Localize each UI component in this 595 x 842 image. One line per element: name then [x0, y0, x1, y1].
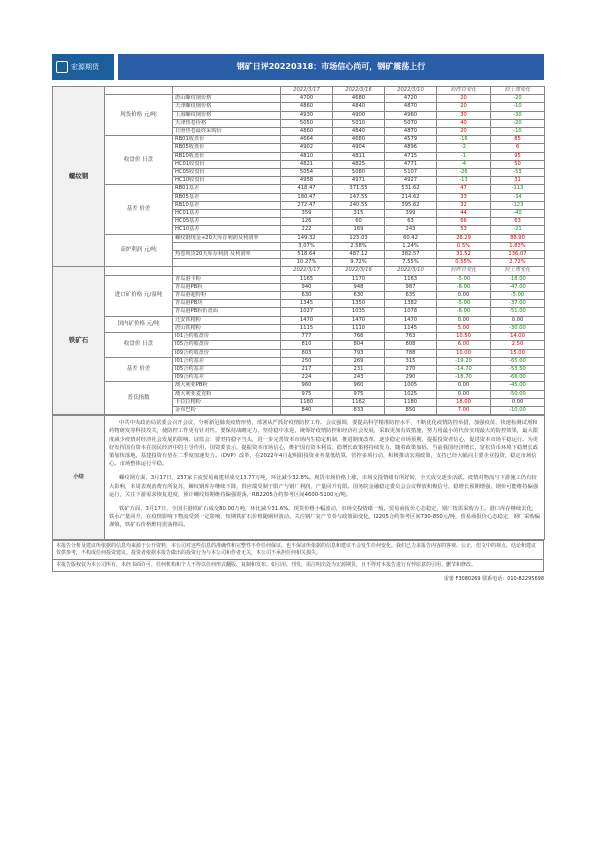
- price-value: 1110: [333, 324, 385, 332]
- change-value: 85: [491, 136, 545, 144]
- change-value: -2: [437, 144, 491, 152]
- blank-cell: [173, 267, 281, 275]
- change-value: -65.00: [491, 357, 545, 365]
- change-value: 50: [491, 160, 545, 168]
- item-label: 唐山螺纹钢价格: [173, 95, 281, 103]
- price-value: 1078: [385, 308, 437, 316]
- item-label: RB05收盘价: [173, 144, 281, 152]
- price-value: 399: [385, 210, 437, 218]
- change-value: 31.52: [437, 251, 491, 259]
- change-value: 20: [437, 128, 491, 136]
- price-value: 804: [333, 341, 385, 349]
- price-value: 290: [385, 374, 437, 382]
- item-label: 唐山铁精粉: [173, 324, 281, 332]
- rebar-category: 螺纹钢: [53, 87, 105, 267]
- change-value: 44: [437, 210, 491, 218]
- price-value: 630: [333, 292, 385, 300]
- change-value: -20: [491, 95, 545, 103]
- item-label: 热卷现货20天库存利润 及利润率: [173, 251, 281, 259]
- item-label: I09合约收盘价: [173, 349, 281, 357]
- item-label: HC01收盘价: [173, 160, 281, 168]
- price-value: 4821: [281, 160, 333, 168]
- item-label: HC05基差: [173, 218, 281, 226]
- item-label: [173, 242, 281, 250]
- column-header: 较昨日变化: [437, 87, 491, 95]
- price-value: 222: [281, 226, 333, 234]
- item-label: I01合约收盘价: [173, 333, 281, 341]
- change-value: -8.00: [437, 308, 491, 316]
- price-value: 948: [333, 283, 385, 291]
- logo-icon: [56, 61, 68, 73]
- price-value: 518.64: [281, 251, 333, 259]
- change-value: -1: [437, 152, 491, 160]
- price-value: 60: [333, 218, 385, 226]
- price-value: 960: [281, 382, 333, 390]
- change-value: 47: [437, 185, 491, 193]
- change-value: -50.00: [491, 390, 545, 398]
- group-label: 高炉利润 元/吨: [105, 234, 173, 267]
- price-value: 1470: [281, 316, 333, 324]
- change-value: 40: [437, 119, 491, 127]
- price-value: 4700: [281, 95, 333, 103]
- change-value: 10.00: [437, 349, 491, 357]
- report-header: [52, 52, 544, 86]
- change-value: -5.00: [437, 275, 491, 283]
- price-value: 1470: [333, 316, 385, 324]
- table-row: [53, 357, 545, 365]
- change-value: 20: [437, 103, 491, 111]
- logo-text: 宏源期货: [71, 63, 99, 71]
- change-value: -10.00: [491, 406, 545, 414]
- item-label: 天津热卷价格: [173, 119, 281, 127]
- price-value: 5010: [333, 119, 385, 127]
- column-header: 2022/3/10: [385, 87, 437, 95]
- item-label: 澳大利亚PB粉: [173, 382, 281, 390]
- item-label: RB01收盘价: [173, 136, 281, 144]
- column-header: 较昨日变化: [437, 267, 491, 275]
- item-label: 澳大利亚麦克粉: [173, 390, 281, 398]
- price-value: 763: [385, 333, 437, 341]
- price-value: 1145: [385, 324, 437, 332]
- price-value: 793: [333, 349, 385, 357]
- price-value: 147.55: [333, 193, 385, 201]
- change-value: 26.29: [437, 234, 491, 242]
- item-label: RB10收盘价: [173, 152, 281, 160]
- price-value: 4927: [385, 177, 437, 185]
- price-value: 4680: [333, 95, 385, 103]
- item-label: HC10基差: [173, 226, 281, 234]
- change-value: 20: [437, 95, 491, 103]
- item-label: 日照热卷最终采购价: [173, 128, 281, 136]
- price-value: 4720: [385, 95, 437, 103]
- price-value: 243: [385, 226, 437, 234]
- rebar-header-row: [53, 87, 545, 95]
- price-value: 315: [333, 210, 385, 218]
- change-value: -16: [437, 136, 491, 144]
- item-label: 天津螺纹钢价格: [173, 103, 281, 111]
- change-value: -30.00: [491, 324, 545, 332]
- column-header: 2022/3/16: [333, 267, 385, 275]
- change-value: 66: [437, 218, 491, 226]
- price-value: 4825: [333, 160, 385, 168]
- price-value: 4900: [333, 111, 385, 119]
- change-value: -10: [491, 103, 545, 111]
- price-value: 4840: [333, 128, 385, 136]
- report: [52, 52, 544, 582]
- price-value: 5107: [385, 169, 437, 177]
- change-value: 6.00: [437, 341, 491, 349]
- item-label: HC01基差: [173, 210, 281, 218]
- price-value: 4904: [333, 144, 385, 152]
- company-logo: [52, 54, 114, 80]
- change-value: 32: [437, 201, 491, 209]
- blank-cell: [173, 87, 281, 95]
- item-label: 青岛港PB粉: [173, 283, 281, 291]
- price-value: 63: [385, 218, 437, 226]
- change-value: 63: [491, 218, 545, 226]
- ore-header-row: [53, 267, 545, 275]
- price-value: 169: [333, 226, 385, 234]
- table-row: [53, 316, 545, 324]
- column-header: 较上周变化: [491, 87, 545, 95]
- change-value: 0.00: [437, 382, 491, 390]
- change-value: 0.55%: [437, 259, 491, 267]
- price-value: 1170: [333, 275, 385, 283]
- change-value: 88.90: [491, 234, 545, 242]
- change-value: 0.5%: [437, 242, 491, 250]
- summary-content: [105, 416, 545, 539]
- change-value: -19.20: [437, 357, 491, 365]
- item-label: I09合约基差: [173, 374, 281, 382]
- table-row: [53, 275, 545, 283]
- price-value: 4664: [281, 136, 333, 144]
- price-value: 808: [385, 341, 437, 349]
- change-value: -18.70: [437, 374, 491, 382]
- price-value: 269: [333, 357, 385, 365]
- change-value: -113: [491, 185, 545, 193]
- column-header: 2022/3/17: [281, 267, 333, 275]
- item-label: 青岛港超特粉: [173, 292, 281, 300]
- price-value: 3.07%: [281, 242, 333, 250]
- price-value: 2.58%: [333, 242, 385, 250]
- price-value: 214.62: [385, 193, 437, 201]
- change-value: 18.00: [437, 398, 491, 406]
- price-value: 975: [281, 390, 333, 398]
- price-table: [52, 86, 545, 415]
- price-value: 1035: [333, 308, 385, 316]
- change-value: -37.00: [491, 300, 545, 308]
- price-value: 940: [281, 283, 333, 291]
- group-label: 基差 价差: [105, 357, 173, 382]
- change-value: -5.00: [491, 292, 545, 300]
- price-value: 315: [385, 357, 437, 365]
- price-value: 987: [385, 283, 437, 291]
- item-label: [173, 259, 281, 267]
- item-label: RB05基差: [173, 193, 281, 201]
- price-value: 4810: [281, 152, 333, 160]
- price-value: 4811: [333, 152, 385, 160]
- item-label: HC05收盘价: [173, 169, 281, 177]
- price-value: 1005: [385, 382, 437, 390]
- price-value: 4971: [333, 177, 385, 185]
- column-header: 较上周变化: [491, 267, 545, 275]
- change-value: -34: [491, 193, 545, 201]
- change-value: -26: [437, 169, 491, 177]
- change-value: 53: [437, 226, 491, 234]
- change-value: 95: [491, 152, 545, 160]
- change-value: -18.00: [491, 275, 545, 283]
- blank-cell: [105, 87, 173, 95]
- price-value: 4930: [281, 111, 333, 119]
- column-header: 2022/3/17: [281, 87, 333, 95]
- group-label: 现货价格 元/吨: [105, 95, 173, 136]
- change-value: -53.50: [491, 365, 545, 373]
- price-value: 4860: [281, 128, 333, 136]
- summary-category: 小结: [53, 416, 105, 539]
- item-label: 螺纹钢现金+20天库存利润及利润率: [173, 234, 281, 242]
- price-value: 531.62: [385, 185, 437, 193]
- price-value: 4860: [281, 103, 333, 111]
- change-value: -40: [491, 210, 545, 218]
- price-value: 1382: [385, 300, 437, 308]
- column-header: 2022/3/16: [333, 87, 385, 95]
- price-value: 1180: [281, 398, 333, 406]
- price-value: 231: [333, 365, 385, 373]
- change-value: 6: [491, 144, 545, 152]
- price-value: 840: [281, 406, 333, 414]
- price-value: 803: [281, 349, 333, 357]
- column-header: 2022/3/10: [385, 267, 437, 275]
- change-value: -10: [491, 128, 545, 136]
- table-row: [53, 234, 545, 242]
- price-value: 487.12: [333, 251, 385, 259]
- change-value: 7.00: [437, 406, 491, 414]
- disclaimer-text-1: 本报告分析及建议所依据的信息均来源于公开资料，本公司对这些信息的准确性和完整性不作任何保证，也不保证所依据的信息和建议不会发生任何变化。我们已力求报告内容的客观、公正，但文中的观点、结论和建议仅供参考，不构成任何投资建议。投资者依据本报告做出的投资行为与本公司和作者无关，本公司不承担任何相关损失。: [53, 540, 544, 559]
- summary-paragraph-ore: 铁矿方面，3月17日，全国主港铁矿石成交80.00万吨，环比减少31.6%。现货价格小幅波动，市场交投情绪一般。贸易商报价心态稳定，钢厂按需采购为主。港口库存继续去化，铁水产量回升，在疫情影响下物流受到一定影响，短期铁矿石价格随钢材波动。关注钢厂复产节奏与政策面变化，I2205合约参考区间730-850元/吨，贸易商报价心态稳定，钢厂采购偏谨慎，铁矿石价格维持震荡格局。: [109, 505, 540, 529]
- change-value: 0.00: [437, 292, 491, 300]
- price-value: 4896: [385, 144, 437, 152]
- item-label: 青岛港PB粉折盘面: [173, 308, 281, 316]
- price-value: 1.24%: [385, 242, 437, 250]
- change-value: 136.07: [491, 251, 545, 259]
- price-value: 4715: [385, 152, 437, 160]
- item-label: 迁安铁精粉: [173, 316, 281, 324]
- group-label: 普氏指数: [105, 382, 173, 415]
- price-value: 418.47: [281, 185, 333, 193]
- price-value: 60.42: [385, 234, 437, 242]
- change-value: 0.00: [491, 316, 545, 324]
- price-value: 250: [281, 357, 333, 365]
- price-value: 788: [385, 349, 437, 357]
- price-value: 4902: [281, 144, 333, 152]
- blank-cell: [105, 267, 173, 275]
- price-value: 4870: [385, 103, 437, 111]
- item-label: 上海螺纹钢价格: [173, 111, 281, 119]
- price-value: 1350: [333, 300, 385, 308]
- item-label: RB10基差: [173, 201, 281, 209]
- price-value: 1345: [281, 300, 333, 308]
- price-value: 1115: [281, 324, 333, 332]
- table-row: [53, 382, 545, 390]
- change-value: 5.00: [437, 324, 491, 332]
- item-label: I01合约基差: [173, 357, 281, 365]
- price-value: 272.47: [281, 201, 333, 209]
- item-label: RB01基差: [173, 185, 281, 193]
- price-value: 10.27%: [281, 259, 333, 267]
- change-value: -5.00: [437, 300, 491, 308]
- change-value: 1.83%: [491, 242, 545, 250]
- item-label: HC10收盘价: [173, 177, 281, 185]
- group-label: 收盘价 日盘: [105, 333, 173, 358]
- table-row: [53, 185, 545, 193]
- ore-category: 铁矿石: [53, 267, 105, 415]
- change-value: 2.72%: [491, 259, 545, 267]
- price-value: 1025: [385, 390, 437, 398]
- change-value: 30: [437, 111, 491, 119]
- price-value: 1180: [385, 398, 437, 406]
- group-label: 国内矿价格 元/吨: [105, 316, 173, 332]
- change-value: 10.50: [437, 333, 491, 341]
- price-value: 1470: [385, 316, 437, 324]
- item-label: 青岛港卡粉: [173, 275, 281, 283]
- price-value: 217: [281, 365, 333, 373]
- change-value: -13: [437, 177, 491, 185]
- price-value: 149.32: [281, 234, 333, 242]
- analyst-contact: 雷蕾 F3080269 联系电话：010-82295698: [443, 575, 544, 582]
- price-value: 4958: [281, 177, 333, 185]
- price-value: 382.57: [385, 251, 437, 259]
- price-value: 371.55: [333, 185, 385, 193]
- change-value: -21: [491, 226, 545, 234]
- price-value: 975: [333, 390, 385, 398]
- group-label: 收盘价 日盘: [105, 136, 173, 185]
- item-label: 青岛港PB块: [173, 300, 281, 308]
- price-value: 4680: [333, 136, 385, 144]
- price-value: 4960: [385, 111, 437, 119]
- table-row: [53, 333, 545, 341]
- price-value: 850: [385, 406, 437, 414]
- price-value: 395.62: [385, 201, 437, 209]
- table-row: [53, 136, 545, 144]
- price-value: 4870: [385, 128, 437, 136]
- price-value: 270: [385, 365, 437, 373]
- price-value: 7.55%: [385, 259, 437, 267]
- price-value: 960: [333, 382, 385, 390]
- change-value: -8.00: [437, 283, 491, 291]
- change-value: -20: [491, 119, 545, 127]
- price-value: 1027: [281, 308, 333, 316]
- change-value: 14.00: [491, 333, 545, 341]
- price-value: 833: [333, 406, 385, 414]
- group-label: 基差 价差: [105, 185, 173, 234]
- price-value: 224: [281, 374, 333, 382]
- item-label: I05合约基差: [173, 365, 281, 373]
- price-value: 766: [333, 333, 385, 341]
- change-value: -45.00: [491, 382, 545, 390]
- change-value: -47.00: [491, 283, 545, 291]
- disclaimer-table: [52, 540, 544, 572]
- summary-paragraph-macro: 中共中央政治局常委会召开会议，分析新冠肺炎疫情形势，部署从严抓好疫情防控工作。会议强调，要提高科学精准防控水平，不断优化疫情防控举措，加强疫苗、快速检测试剂和药物研发等科技攻关，使防控工作更有针对性。要保持战略定力，坚持稳中求进，统筹好疫情防控和经济社会发展，采取更加有效措施，努力用最小的代价实现最大的防控效果，最大限度减少疫情对经济社会发展的影响。证监会：要坚持稳字当头，进一步完善资本市场内生稳定机制，推进制度改革，逐步稳定市场预期，提振投资者信心，促进资本市场平稳运行。为更好发挥国有资本在国民经济中的主导作用，国资委表示，提振资本市场信心，维护国有资本利益。稳增长政策将持续发力，随着政策加码，当前我国经济增长，宽松货币环境下稳增长政策加快落地，基建投资有望在二季度加速发力。（DVP）改革，在2022年4月起明阳投资业务量低结算，管控多项行动，积极推动宏观政策，支持已经大幅向主要企业投资，稳定市场信心。市场整体运行平稳。: [109, 420, 539, 468]
- price-value: 5080: [333, 169, 385, 177]
- item-label: I05合约收盘价: [173, 341, 281, 349]
- price-value: 5054: [281, 169, 333, 177]
- price-value: 123.03: [333, 234, 385, 242]
- summary-paragraph-rebar: 螺纹钢方面，3月17日，237家主流贸易商建材成交13.77万吨，环比减少32.8%。现货市场价格上涨，市场交投情绪有所好转，全天成交逐步活跃。疫情对物流与下游施工仍有较大影响，本周表观消费有所复苏，螺纹钢库存继续下降，供应端受制于限产与钢厂利润，产量回升有限。国务院金融稳定委员会会议释放积极信号，稳增长预期增强，钢价可能维持偏强运行，关注下游需求恢复进度，预计螺纹短期维持偏强震荡，RB2205合约参考区间4600-5100元/吨。: [109, 475, 539, 498]
- change-value: -53: [491, 169, 545, 177]
- summary-table: [52, 415, 545, 539]
- change-value: -51.00: [491, 308, 545, 316]
- item-label: 卡拉拉精粉: [173, 398, 281, 406]
- disclaimer-text-2: 本报告版权仅为本公司所有，未经书面许可，任何机构和个人不得以任何形式翻版、复制和发布。如引用、刊发，需注明出处为宏源期货，且不得对本报告进行有悖原意的引用、删节和修改。: [53, 559, 544, 571]
- change-value: 0.00: [437, 390, 491, 398]
- change-value: 33: [437, 193, 491, 201]
- change-value: -14.70: [437, 365, 491, 373]
- price-value: 5070: [385, 119, 437, 127]
- report-title: 钢矿日评20220318：市场信心尚可，钢矿震荡上行: [118, 54, 544, 80]
- price-value: 126: [281, 218, 333, 226]
- item-label: 金布巴粉: [173, 406, 281, 414]
- price-value: 4840: [333, 103, 385, 111]
- change-value: -66.00: [491, 374, 545, 382]
- price-value: 1165: [281, 275, 333, 283]
- price-value: 240.55: [333, 201, 385, 209]
- change-value: 31: [491, 177, 545, 185]
- price-value: 630: [281, 292, 333, 300]
- change-value: -30: [491, 111, 545, 119]
- change-value: 2.50: [491, 341, 545, 349]
- price-value: 635: [385, 292, 437, 300]
- table-row: [53, 95, 545, 103]
- change-value: 15.00: [491, 349, 545, 357]
- group-label: 进口矿价格 元/湿吨: [105, 275, 173, 316]
- price-value: 1163: [385, 275, 437, 283]
- price-value: 4579: [385, 136, 437, 144]
- price-value: 243: [333, 374, 385, 382]
- change-value: -123: [491, 201, 545, 209]
- price-value: 180.47: [281, 193, 333, 201]
- price-value: 810: [281, 341, 333, 349]
- price-value: 9.72%: [333, 259, 385, 267]
- price-value: 777: [281, 333, 333, 341]
- price-value: 1162: [333, 398, 385, 406]
- change-value: 0.00: [491, 398, 545, 406]
- price-value: 5050: [281, 119, 333, 127]
- price-value: 359: [281, 210, 333, 218]
- change-value: 0.00: [437, 316, 491, 324]
- price-value: 4771: [385, 160, 437, 168]
- change-value: -4: [437, 160, 491, 168]
